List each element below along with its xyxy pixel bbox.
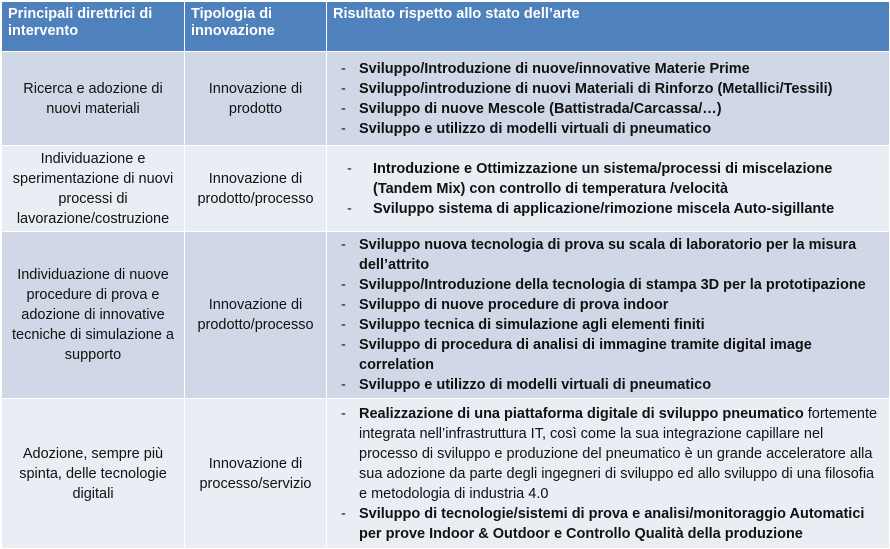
list-item: - Sviluppo nuova tecnologia di prova su scala di laboratorio per la misura dell’attrito <box>337 235 883 275</box>
cell-tipologia: Innovazione di prodotto/processo <box>185 146 327 232</box>
table-row <box>2 232 890 399</box>
list-item <box>337 404 883 504</box>
header-direttrici: Principali direttrici di intervento <box>2 2 185 52</box>
list-item: - Sviluppo e utilizzo di modelli virtuali di pneumatico <box>337 375 883 395</box>
platform-bold-text: Realizzazione di una piattaforma digitale di sviluppo pneumatico <box>359 405 804 422</box>
cell-risultati <box>327 399 890 549</box>
list-item: - Sviluppo di procedura di analisi di immagine tramite digital image correlation <box>337 335 883 375</box>
platform-description: fortemente integrata nell’infrastruttura IT, così come la sua integrazione capillare nel processo di sviluppo e produzione del pneumatico è un grande acceleratore alla sua adozione da parte degli ingegneri di sviluppo ed allo sviluppo di una filosofia e metodologia di industria 4.0 <box>359 405 878 502</box>
result-list <box>337 159 883 219</box>
list-item: - Sviluppo tecnica di simulazione agli elementi finiti <box>337 315 883 335</box>
innovation-table <box>1 1 890 549</box>
list-item: - Sviluppo di tecnologie/sistemi di prova e analisi/monitoraggio Automatici per prove Indoor & Outdoor e Controllo Qualità della produzione <box>337 504 883 544</box>
list-item: - Sviluppo di nuove procedure di prova indoor <box>337 295 883 315</box>
result-list <box>337 404 883 544</box>
list-item: - Sviluppo/Introduzione della tecnologia di stampa 3D per la prototipazione <box>337 275 883 295</box>
header-tipologia: Tipologia di innovazione <box>185 2 327 52</box>
cell-tipologia: Innovazione di prodotto/processo <box>185 232 327 399</box>
table-row <box>2 52 890 146</box>
list-item: - Sviluppo di nuove Mescole (Battistrada/Carcassa/…) <box>337 99 883 119</box>
list-item: - Introduzione e Ottimizzazione un sistema/processi di miscelazione (Tandem Mix) con controllo di temperatura /velocità <box>337 159 883 199</box>
list-item: - Sviluppo/introduzione di nuovi Materiali di Rinforzo (Metallici/Tessili) <box>337 79 883 99</box>
header-risultato: Risultato rispetto allo stato dell’arte <box>327 2 890 52</box>
cell-risultati <box>327 232 890 399</box>
header-row <box>2 2 890 52</box>
result-list <box>337 59 883 139</box>
cell-risultati <box>327 146 890 232</box>
list-item: - Sviluppo e utilizzo di modelli virtuali di pneumatico <box>337 119 883 139</box>
list-item: - Sviluppo sistema di applicazione/rimozione miscela Auto-sigillante <box>337 199 883 219</box>
cell-tipologia: Innovazione di processo/servizio <box>185 399 327 549</box>
cell-tipologia: Innovazione di prodotto <box>185 52 327 146</box>
table-row <box>2 399 890 549</box>
cell-direttrice: Individuazione e sperimentazione di nuovi processi di lavorazione/costruzione <box>2 146 185 232</box>
table-row <box>2 146 890 232</box>
cell-risultati <box>327 52 890 146</box>
list-item: - Sviluppo/Introduzione di nuove/innovative Materie Prime <box>337 59 883 79</box>
result-list <box>337 235 883 395</box>
cell-direttrice: Adozione, sempre più spinta, delle tecnologie digitali <box>2 399 185 549</box>
cell-direttrice: Ricerca e adozione di nuovi materiali <box>2 52 185 146</box>
cell-direttrice: Individuazione di nuove procedure di prova e adozione di innovative tecniche di simulazione a supporto <box>2 232 185 399</box>
